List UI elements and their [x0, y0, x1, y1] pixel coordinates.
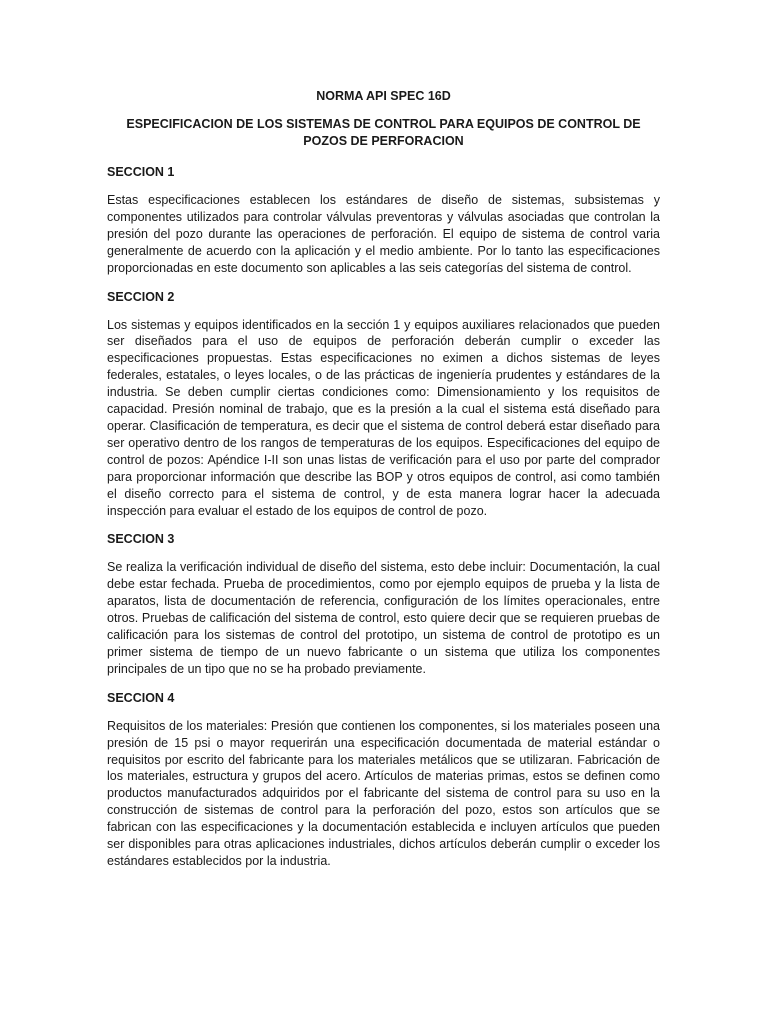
section-body: Requisitos de los materiales: Presión que contienen los componentes, si los materiales poseen una presión de 15 psi o mayor requerirán una especificación documentada de material estándar o requisitos por escrito del fabricante para los materiales metálicos que se utilizaran. Fabricación de los materiales, estructura y grupos del acero. Artículos de materias primas, estos se definen como productos manufacturados adquiridos por el fabricante del sistema de control para su uso en la construcción de sistemas de control para la perforación del pozo, estos son artículos que se fabrican con las especificaciones y la documentación establecida e incluyen artículos que pueden ser disponibles para otras aplicaciones industriales, dichos artículos deberán cumplir o exceder los estándares establecidos por la industria.: [107, 718, 660, 868]
section-heading: SECCION 2: [107, 289, 175, 304]
section-2: [107, 289, 660, 520]
section-body: Los sistemas y equipos identificados en la sección 1 y equipos auxiliares relacionados que pueden ser diseñados para el uso de equipos de perforación deberán cumplir o exceder las especificaciones propuestas. Estas especificaciones no eximen a dichos sistemas de leyes federales, estatales, o leyes locales, o de las prácticas de ingeniería prudentes y estándares de la industria. Se deben cumplir ciertas condiciones como: Dimensionamiento y los requisitos de capacidad. Presión nominal de trabajo, que es la presión a la cual el sistema está diseñado para operar. Clasificación de temperatura, es decir que el sistema de control deberá estar diseñado para ser operativo dentro de los rangos de temperaturas de los equipos. Especificaciones del equipo de control de pozos: Apéndice I-II son unas listas de verificación para el uso por parte del comprador para proporcionar información que describe las BOP y otros equipos de control, asi como también el diseño correcto para el sistema de control, y de esta manera lograr hacer la adecuada inspección para evaluar el estado de los equipos de control de pozo.: [107, 317, 660, 518]
section-4: [107, 690, 660, 870]
section-heading: SECCION 3: [107, 532, 175, 547]
section-3: [107, 531, 660, 677]
section-heading: SECCION 1: [107, 165, 175, 179]
document-subtitle: ESPECIFICACION DE LOS SISTEMAS DE CONTROL PARA EQUIPOS DE CONTROL DE POZOS DE PERFORACION: [126, 117, 641, 148]
section-body: Estas especificaciones establecen los estándares de diseño de sistemas, subsistemas y componentes utilizados para controlar válvulas preventoras y válvulas asociadas que controlan la presión del pozo durante las operaciones de perforación. El equipo de sistema de control varia generalmente de acuerdo con la aplicación y el medio ambiente. Por lo tanto las especificaciones proporcionadas en este documento son aplicables a las seis categorías del sistema de control.: [107, 193, 660, 275]
section-1: [107, 164, 660, 277]
document-page: [107, 88, 660, 882]
section-body: Se realiza la verificación individual de diseño del sistema, esto debe incluir: Documentación, la cual debe estar fechada. Prueba de procedimientos, como por ejemplo equipos de prueba y la lista de aparatos, lista de documentación de referencia, configuración de los límites operacionales, entre otros. Pruebas de calificación del sistema de control, esto quiere decir que se requieren pruebas de calificación para los sistemas de control del prototipo, un sistema de control de prototipo es un primer sistema de tiempo de un nuevo fabricante o un sistema que utiliza los componentes principales de un tipo que no se ha probado previamente.: [107, 560, 660, 676]
section-heading: SECCION 4: [107, 690, 175, 705]
document-title: NORMA API SPEC 16D: [316, 89, 451, 103]
